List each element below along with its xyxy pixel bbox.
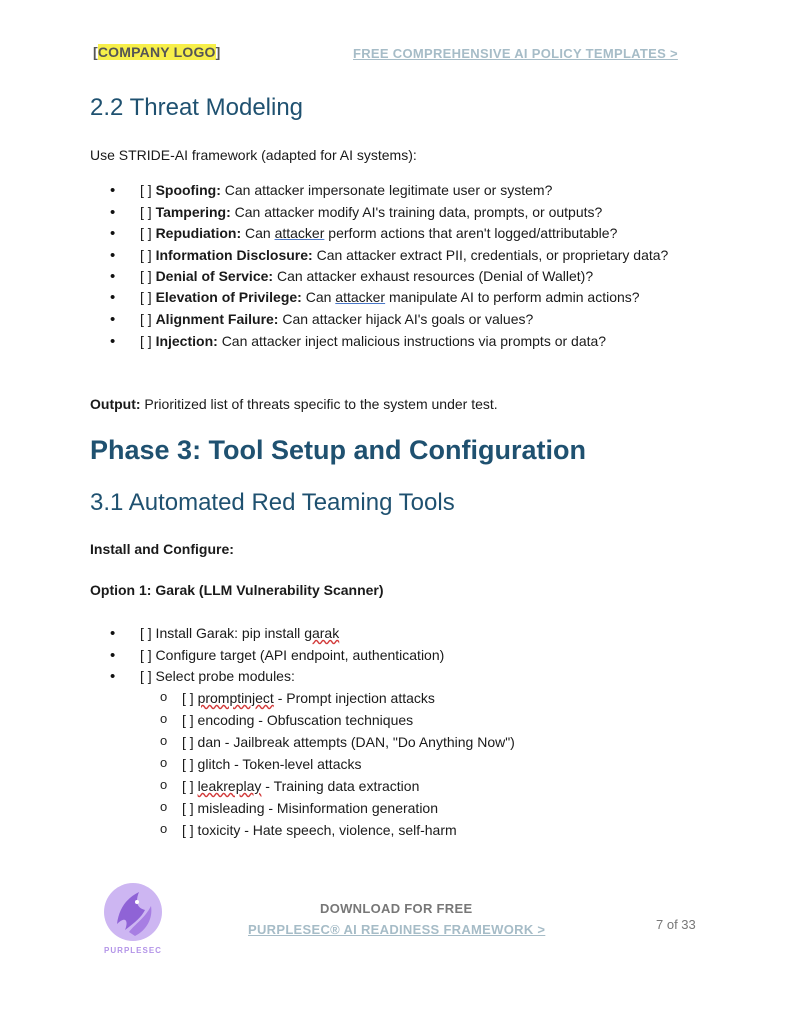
stride-term: Elevation of Privilege: bbox=[155, 289, 302, 306]
checkbox-marker: [ ] bbox=[140, 310, 152, 327]
item-text: [ ] glitch - Token-level attacks bbox=[182, 756, 362, 772]
item-text: [ ] Configure target (API endpoint, authentication) bbox=[140, 646, 445, 663]
stride-item bbox=[110, 287, 720, 309]
probe-module bbox=[160, 753, 720, 775]
stride-term: Information Disclosure: bbox=[155, 246, 313, 263]
stride-checklist bbox=[110, 180, 720, 352]
stride-question: Can attacker inject malicious instructions via prompts or data? bbox=[221, 332, 607, 349]
item-text: [ ] dan - Jailbreak attempts (DAN, "Do Anything Now") bbox=[182, 734, 515, 750]
purplesec-logo bbox=[99, 880, 167, 956]
item-text: [ ] Install Garak: pip install bbox=[140, 625, 301, 641]
stride-term: Tampering: bbox=[155, 203, 231, 220]
stride-question: Can bbox=[305, 289, 332, 306]
stride-term: Denial of Service: bbox=[155, 267, 274, 284]
stride-item bbox=[110, 180, 720, 202]
probe-modules-list bbox=[160, 687, 720, 841]
stride-question-rest: perform actions that aren't logged/attributable? bbox=[328, 225, 618, 242]
item-text: [ ] bbox=[182, 778, 194, 794]
spelling-flagged-word: garak bbox=[304, 625, 340, 641]
purplesec-logo-text: PURPLESEC bbox=[104, 946, 162, 955]
stride-term: Repudiation: bbox=[155, 225, 242, 242]
readiness-framework-link[interactable]: PURPLESEC® AI READINESS FRAMEWORK > bbox=[248, 922, 546, 937]
stride-term: Alignment Failure: bbox=[155, 310, 279, 327]
page-number: 7 of 33 bbox=[656, 917, 696, 932]
stride-item bbox=[110, 309, 720, 331]
stride-item bbox=[110, 202, 720, 224]
stride-question: Can attacker hijack AI's goals or values? bbox=[282, 310, 534, 327]
section-heading-red-teaming-tools: 3.1 Automated Red Teaming Tools bbox=[90, 489, 455, 516]
probe-module bbox=[160, 687, 720, 709]
stride-item bbox=[110, 266, 720, 288]
stride-term: Injection: bbox=[155, 332, 218, 349]
item-text: [ ] encoding - Obfuscation techniques bbox=[182, 712, 414, 728]
stride-item bbox=[110, 223, 720, 245]
checkbox-marker: [ ] bbox=[140, 267, 152, 284]
probe-module bbox=[160, 709, 720, 731]
section-heading-threat-modeling: 2.2 Threat Modeling bbox=[90, 94, 304, 121]
stride-item bbox=[110, 245, 720, 266]
probe-module bbox=[160, 797, 720, 819]
option-garak-label: Option 1: Garak (LLM Vulnerability Scanner) bbox=[90, 582, 384, 598]
setup-step bbox=[110, 645, 710, 667]
grammar-flagged-word: attacker bbox=[274, 225, 325, 242]
grammar-flagged-word: attacker bbox=[335, 289, 386, 306]
company-logo-placeholder: [COMPANY LOGO] bbox=[93, 44, 221, 60]
stride-term: Spoofing: bbox=[155, 182, 221, 198]
checkbox-marker: [ ] bbox=[140, 289, 152, 306]
stride-question-rest: manipulate AI to perform admin actions? bbox=[389, 289, 640, 306]
output-statement: Output: Prioritized list of threats specific to the system under test. bbox=[90, 396, 498, 412]
phase-heading: Phase 3: Tool Setup and Configuration bbox=[90, 435, 587, 465]
stride-question: Can attacker extract PII, credentials, or proprietary data? bbox=[316, 246, 669, 263]
item-text-rest: - Prompt injection attacks bbox=[277, 690, 435, 706]
item-text: [ ] toxicity - Hate speech, violence, self-harm bbox=[182, 822, 457, 838]
spelling-flagged-word: leakreplay bbox=[197, 778, 262, 794]
garak-steps bbox=[110, 623, 710, 688]
stride-intro: Use STRIDE-AI framework (adapted for AI systems): bbox=[90, 147, 417, 163]
setup-step bbox=[110, 623, 710, 645]
purplesec-emblem-icon bbox=[99, 880, 167, 956]
probe-module bbox=[160, 731, 720, 753]
stride-question: Can attacker modify AI's training data, prompts, or outputs? bbox=[234, 203, 603, 220]
item-text: [ ] bbox=[182, 690, 194, 706]
checkbox-marker: [ ] bbox=[140, 182, 152, 198]
stride-question: Can attacker exhaust resources (Denial of Wallet)? bbox=[276, 267, 594, 284]
stride-question: Can attacker impersonate legitimate user or system? bbox=[224, 182, 553, 198]
stride-item bbox=[110, 331, 720, 353]
install-configure-label: Install and Configure: bbox=[90, 541, 234, 557]
item-text-rest: - Training data extraction bbox=[265, 778, 420, 794]
policy-templates-link[interactable]: FREE COMPREHENSIVE AI POLICY TEMPLATES > bbox=[353, 46, 678, 61]
probe-module bbox=[160, 819, 720, 841]
item-text: [ ] Select probe modules: bbox=[140, 668, 295, 685]
checkbox-marker: [ ] bbox=[140, 225, 152, 242]
item-text: [ ] misleading - Misinformation generation bbox=[182, 800, 439, 816]
probe-module bbox=[160, 775, 720, 797]
spelling-flagged-word: promptinject bbox=[197, 690, 274, 706]
checkbox-marker: [ ] bbox=[140, 203, 152, 220]
download-label: DOWNLOAD FOR FREE bbox=[320, 901, 473, 916]
stride-question: Can bbox=[245, 225, 271, 242]
setup-step bbox=[110, 666, 710, 688]
checkbox-marker: [ ] bbox=[140, 246, 152, 263]
checkbox-marker: [ ] bbox=[140, 332, 152, 349]
